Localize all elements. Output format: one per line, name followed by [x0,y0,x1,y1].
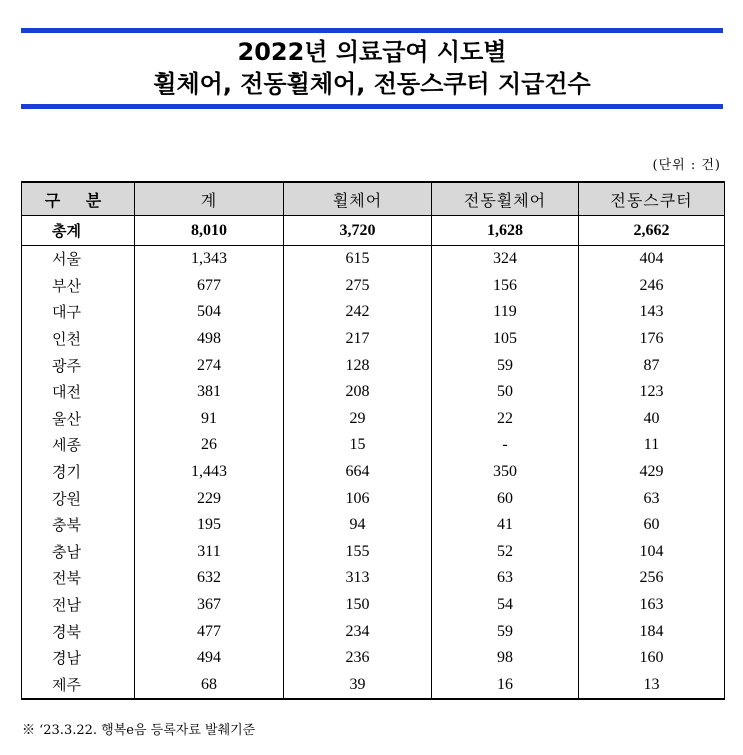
table-cell: 275 [284,273,432,300]
table-cell: 2,662 [579,216,725,246]
table-cell: 632 [135,565,284,592]
table-cell: 156 [432,273,579,300]
table-cell-region: 대구 [22,299,135,326]
table-cell: 11 [579,432,725,459]
table-cell: 106 [284,485,432,512]
table-cell: 94 [284,512,432,539]
table-cell: 41 [432,512,579,539]
table-cell: 313 [284,565,432,592]
table-row [22,273,725,300]
table-cell: 98 [432,645,579,672]
table-cell: 324 [432,246,579,273]
table-cell-region: 부산 [22,273,135,300]
table-cell: 498 [135,326,284,353]
table-cell-region: 제주 [22,672,135,700]
table-cell: 60 [579,512,725,539]
table-cell-region: 인천 [22,326,135,353]
table-cell: 1,628 [432,216,579,246]
table-row [22,326,725,353]
table-cell-region: 대전 [22,379,135,406]
table-row [22,539,725,566]
table-cell: 477 [135,618,284,645]
table-cell: 87 [579,352,725,379]
table-cell: 404 [579,246,725,273]
header-cell-power-wheelchair: 전동휠체어 [432,182,579,216]
table-cell: 256 [579,565,725,592]
table-cell: 40 [579,406,725,433]
table-cell-region: 충남 [22,539,135,566]
table-cell: 311 [135,539,284,566]
table-cell: 60 [432,485,579,512]
table-row [22,299,725,326]
table-cell: 1,343 [135,246,284,273]
table-cell: 381 [135,379,284,406]
table-cell: 367 [135,592,284,619]
table-cell: 184 [579,618,725,645]
header-cell-power-scooter: 전동스쿠터 [579,182,725,216]
table-row [22,352,725,379]
table-cell: 163 [579,592,725,619]
table-cell-region: 세종 [22,432,135,459]
table-cell: 22 [432,406,579,433]
table-cell: 39 [284,672,432,700]
table-cell: 195 [135,512,284,539]
table-row [22,406,725,433]
table-cell: 208 [284,379,432,406]
table-row [22,246,725,273]
table-cell: 54 [432,592,579,619]
table-cell: 677 [135,273,284,300]
table-row [22,592,725,619]
table-cell: 429 [579,459,725,486]
table-cell: 1,443 [135,459,284,486]
table-cell: 615 [284,246,432,273]
table-cell: 128 [284,352,432,379]
table-cell-region: 전북 [22,565,135,592]
table-cell: 105 [432,326,579,353]
table-cell-region: 경기 [22,459,135,486]
table-cell: 8,010 [135,216,284,246]
table-cell-region: 총계 [22,216,135,246]
table-cell: 63 [432,565,579,592]
table-cell: 160 [579,645,725,672]
total-row [22,216,725,246]
table-cell: 59 [432,352,579,379]
table-cell: 26 [135,432,284,459]
table-row [22,645,725,672]
table-cell: 16 [432,672,579,700]
title-line-1: 2022년 의료급여 시도별 [237,38,507,66]
table-cell: 15 [284,432,432,459]
table-cell: 13 [579,672,725,700]
table-cell: 119 [432,299,579,326]
table-cell: 246 [579,273,725,300]
table-row [22,379,725,406]
table-row [22,485,725,512]
table-cell: 155 [284,539,432,566]
header-cell-total: 계 [135,182,284,216]
page-title [21,36,723,100]
table-row [22,459,725,486]
table-row [22,512,725,539]
table-cell-region: 서울 [22,246,135,273]
table-cell: 350 [432,459,579,486]
table-cell-region: 광주 [22,352,135,379]
table-cell-region: 충북 [22,512,135,539]
table-cell: 242 [284,299,432,326]
title-line-2: 휠체어, 전동휠체어, 전동스쿠터 지급건수 [153,70,591,98]
table-cell: 150 [284,592,432,619]
table-cell: 176 [579,326,725,353]
table-cell: 664 [284,459,432,486]
table-cell: 63 [579,485,725,512]
table-cell: 504 [135,299,284,326]
table-cell: 123 [579,379,725,406]
table-row [22,432,725,459]
table-cell: 143 [579,299,725,326]
table-row [22,618,725,645]
table-cell-region: 강원 [22,485,135,512]
table-cell: - [432,432,579,459]
source-footnote: ※ ‘23.3.22. 행복e음 등록자료 발췌기준 [22,723,256,738]
table-cell: 274 [135,352,284,379]
table-cell: 229 [135,485,284,512]
table-cell: 52 [432,539,579,566]
table-cell: 29 [284,406,432,433]
header-cell-wheelchair: 휠체어 [284,182,432,216]
table-cell: 68 [135,672,284,700]
data-table [21,181,725,700]
table-cell-region: 전남 [22,592,135,619]
table-cell: 59 [432,618,579,645]
table-cell: 234 [284,618,432,645]
header-row [22,182,725,216]
header-cell-region: 구 분 [22,182,135,216]
table-cell: 50 [432,379,579,406]
table-cell: 3,720 [284,216,432,246]
table-row [22,565,725,592]
table-cell-region: 경북 [22,618,135,645]
table-cell: 217 [284,326,432,353]
title-bottom-rule [21,104,723,109]
table-cell: 91 [135,406,284,433]
table-cell-region: 경남 [22,645,135,672]
table-cell: 236 [284,645,432,672]
title-top-rule [21,28,723,33]
table-row [22,672,725,700]
table-cell: 494 [135,645,284,672]
unit-label: (단위 : 건) [652,158,721,173]
table-cell: 104 [579,539,725,566]
table-cell-region: 울산 [22,406,135,433]
